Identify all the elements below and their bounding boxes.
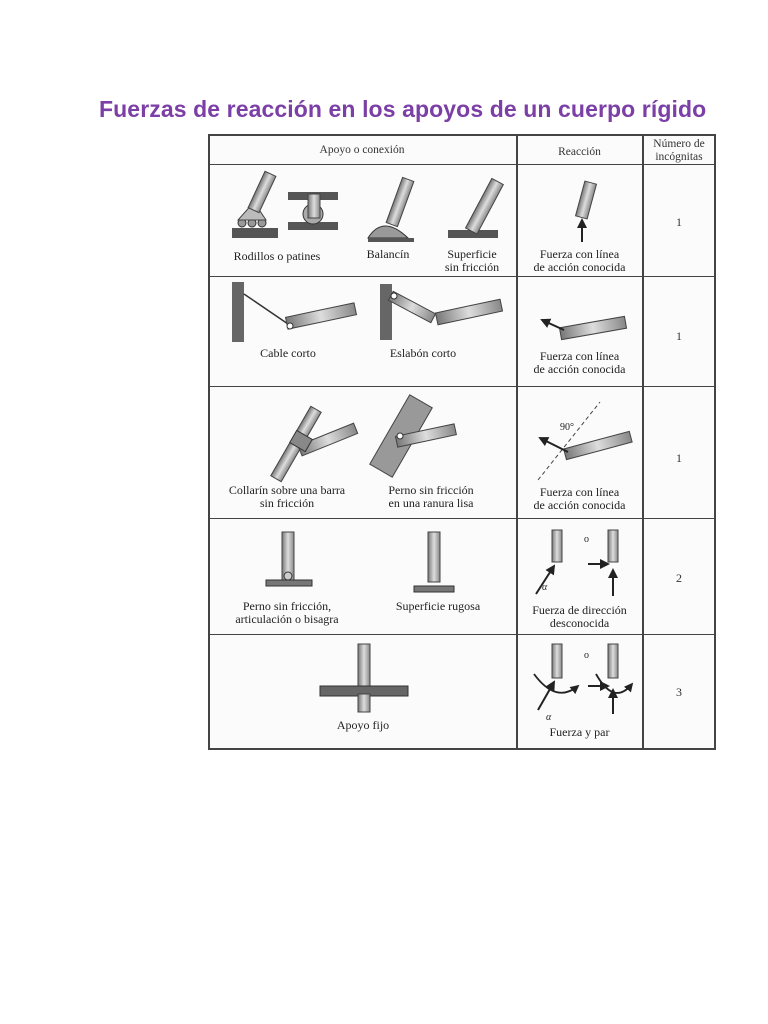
label-collar: Collarín sobre una barra sin fricción: [228, 483, 346, 510]
support-illustrations: [208, 134, 716, 750]
reaction-row-1-icon: [576, 181, 597, 242]
label-short-cable: Cable corto: [260, 346, 316, 360]
reaction-text-row-3: Fuerza con línea de acción conocida: [533, 485, 626, 512]
pin-hinge-icon: [266, 532, 312, 586]
short-link-icon: [380, 284, 503, 340]
fixed-support-icon: [320, 644, 408, 712]
label-frictionless-surface: Superficie sin fricción: [444, 247, 500, 274]
right-angle-label: 90°: [560, 422, 574, 433]
or-separator-row-4: o: [584, 534, 589, 545]
support-reactions-table: [208, 134, 716, 750]
reaction-row-4-icon: [536, 530, 618, 596]
label-short-link: Eslabón corto: [389, 346, 457, 360]
unknowns-row-4: 2: [676, 571, 682, 585]
label-fixed-support: Apoyo fijo: [336, 718, 390, 732]
collar-on-bar-icon: [271, 406, 358, 481]
frictionless-surface-icon: [448, 178, 503, 238]
unknowns-row-5: 3: [676, 685, 682, 699]
rollers-icon: [232, 171, 278, 238]
reaction-row-2-icon: [542, 316, 627, 339]
reaction-row-3-icon: [538, 402, 632, 480]
header-support: Apoyo o conexión: [319, 144, 405, 156]
alpha-label-row-4: α: [542, 582, 548, 593]
reaction-row-5-icon: [534, 644, 632, 714]
short-cable-icon: [232, 282, 356, 342]
reaction-text-row-2: Fuerza con línea de acción conocida: [533, 349, 626, 376]
unknowns-row-3: 1: [676, 451, 682, 465]
unknowns-row-1: 1: [676, 215, 682, 229]
or-separator-row-5: o: [584, 650, 589, 661]
header-reaction: Reacción: [558, 146, 601, 158]
reaction-text-row-4: Fuerza de dirección desconocida: [532, 603, 627, 630]
reaction-text-row-1: Fuerza con línea de acción conocida: [533, 247, 626, 274]
reaction-text-row-5: Fuerza y par: [549, 725, 610, 739]
label-pin-hinge: Perno sin fricción, articulación o bisagra: [235, 599, 339, 626]
page-title: Fuerzas de reacción en los apoyos de un cuerpo rígido: [99, 96, 707, 122]
label-rough-surface: Superficie rugosa: [395, 599, 481, 613]
pin-in-slot-icon: [370, 395, 457, 477]
rough-surface-icon: [414, 532, 454, 592]
rollers-track-icon: [288, 192, 338, 230]
header-unknowns-line2: incógnitas: [655, 151, 703, 163]
label-rollers: Rodillos o patines: [233, 249, 321, 263]
alpha-label-row-5: α: [546, 712, 552, 723]
rocker-icon: [368, 177, 414, 242]
label-rocker: Balancín: [366, 247, 410, 261]
label-pin-slot: Perno sin fricción en una ranura lisa: [388, 483, 474, 510]
unknowns-row-2: 1: [676, 329, 682, 343]
header-unknowns-line1: Número de: [653, 138, 705, 150]
